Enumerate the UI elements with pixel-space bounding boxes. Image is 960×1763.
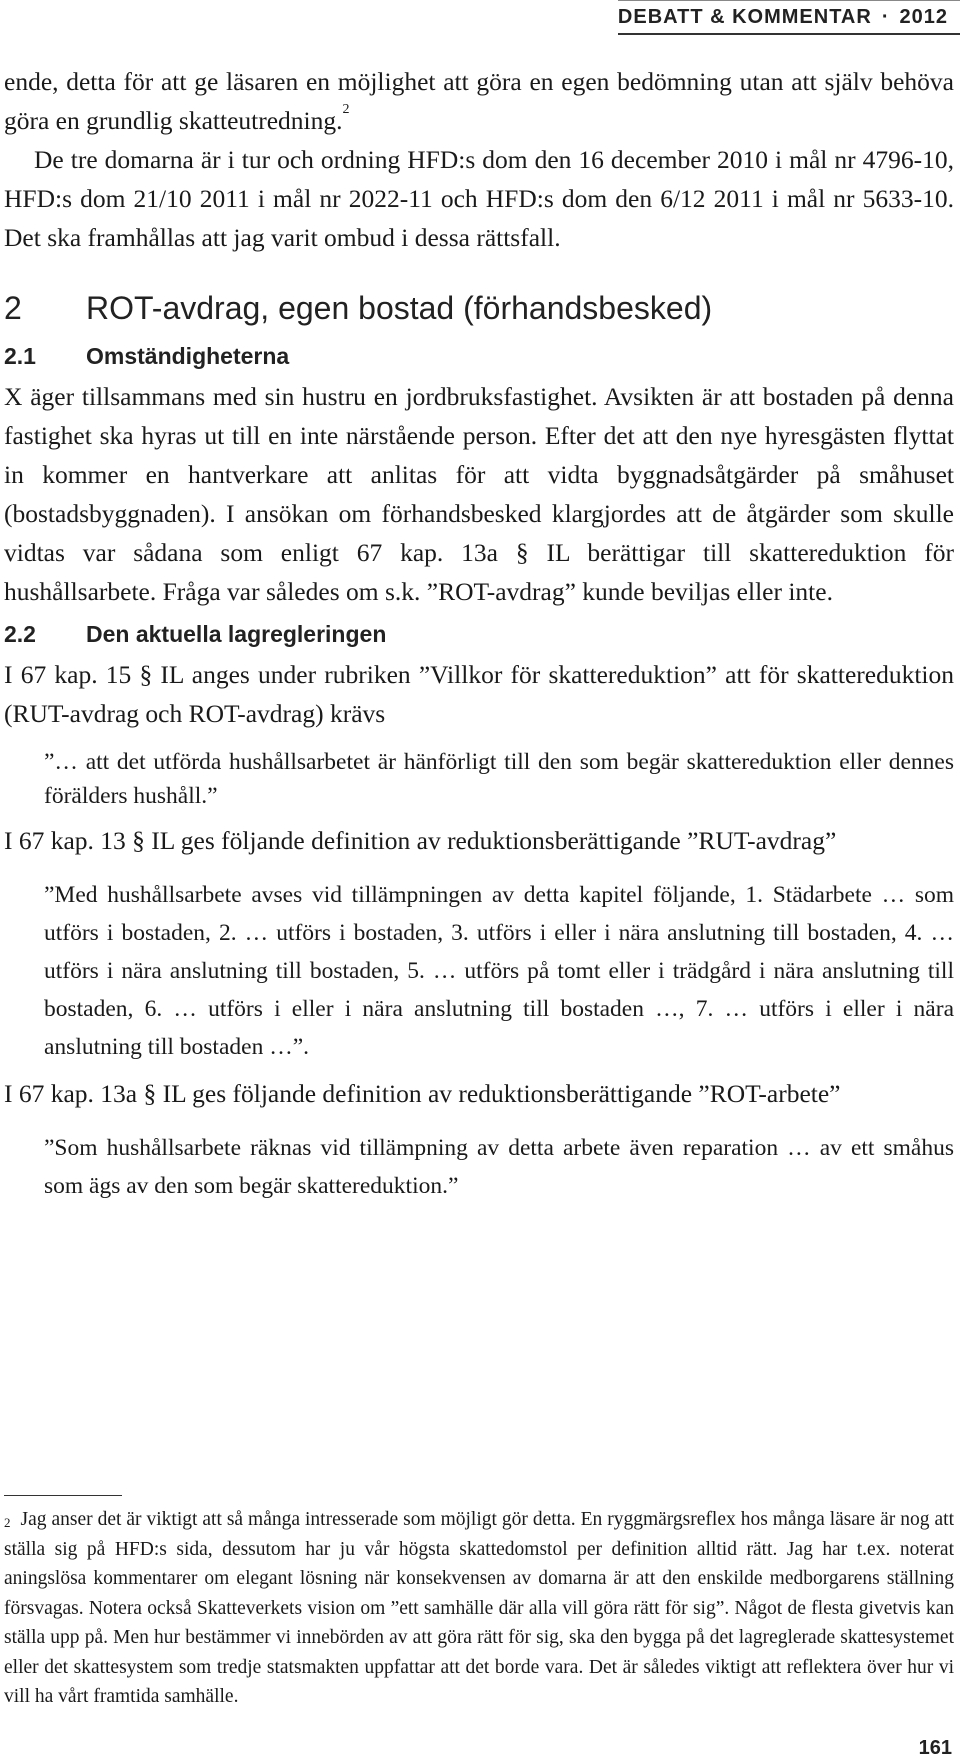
- header-separator: ·: [881, 6, 890, 28]
- intro-paragraph-2: De tre domarna är i tur och ordning HFD:s dom den 16 december 2010 i mål nr 4796-10, HFD:s dom 21/10 2011 i mål nr 2022-11 och HFD:s dom den 6/12 2011 i mål nr 5633-10. Det ska framhållas att jag varit ombud i dessa rättsfall.: [4, 145, 954, 252]
- section-title: ROT-avdrag, egen bostad (förhandsbesked): [86, 290, 713, 326]
- footnote: [4, 1505, 954, 1712]
- intro-text-1: ende, detta för att ge läsaren en möjlighet att göra en egen bedömning utan att själv behöva göra en grundlig skatteutredning.: [4, 67, 954, 135]
- subsection-title: Den aktuella lagregleringen: [86, 621, 387, 647]
- law-paragraph-3: I 67 kap. 13a § IL ges följande definition av reduktionsberättigande ”ROT-arbete”: [4, 1079, 841, 1108]
- running-header: [618, 0, 960, 35]
- footnote-divider: [4, 1495, 122, 1496]
- law-quote-2: ”Med hushållsarbete avses vid tillämpningen av detta kapitel följande, 1. Städarbete … som utförs i bostaden, 2. … utförs i bostaden, 3. utförs i eller i nära anslutning till bostaden, 4. … utförs i nära anslutning till bostaden, 5. … utförs på tomt eller i trädgård i nära anslutning till bostaden, 6. … utförs i eller i nära anslutning till bostaden …, 7. … utförs i eller i nära anslutning till bostaden …”.: [44, 882, 954, 1060]
- intro-paragraph-1: [4, 62, 954, 140]
- footnote-reference[interactable]: 2: [342, 102, 350, 117]
- law-quote-1: ”… att det utförda hushållsarbetet är hänförligt till den som begär skattereduktion eller dennes förälders hushåll.”: [44, 749, 954, 809]
- header-section: DEBATT & KOMMENTAR: [617, 6, 872, 28]
- page-number: 161: [918, 1737, 952, 1759]
- law-paragraph-1: I 67 kap. 15 § IL anges under rubriken ”Villkor för skattereduktion” att för skattereduktion (RUT-avdrag och ROT-avdrag) krävs: [4, 660, 954, 728]
- law-quote-3: ”Som hushållsarbete räknas vid tillämpning av detta arbete även reparation … av ett småhus som ägs av den som begär skattereduktion.”: [44, 1135, 954, 1199]
- subsection-heading-2-2: [4, 615, 954, 653]
- subsection-number: 2.1: [4, 343, 36, 369]
- subsection-number: 2.2: [4, 621, 36, 647]
- subsection-title: Omständigheterna: [86, 343, 290, 369]
- footnote-number: 2: [4, 1515, 11, 1530]
- body-text: [4, 62, 954, 1213]
- footnote-text: Jag anser det är viktigt att så många intresserade som möjligt gör detta. En ryggmärgsreflex hos många läsare är nog att ställa sig på HFD:s sida, dessutom har ju vår högsta skattedomstol per definition alltid rätt. Jag har t.ex. noterat aningslösa kommentarer om elegant lösning när konsekvensen av domarna är att den enskilde medborgarens ställning försvagas. Notera också Skatteverkets vision om ”ett samhälle där alla vill göra rätt för sig”. Något de flesta givetvis kan ställa upp på. Men hur bestämmer vi innebörden av att göra rätt för sig, ska den bygga på det lagreglerade skattesystemet eller det skattesystem som tredje statsmakten uppfattar att det borde vara. Det är således viktigt att reflektera över hur vi vill ha vårt framtida samhälle.: [4, 1509, 954, 1707]
- header-year: 2012: [899, 6, 948, 28]
- law-paragraph-2: I 67 kap. 13 § IL ges följande definition av reduktionsberättigande ”RUT-avdrag”: [4, 826, 837, 855]
- subsection-heading-2-1: [4, 337, 954, 375]
- circumstances-paragraph: X äger tillsammans med sin hustru en jordbruksfastighet. Avsikten är att bostaden på denna fastighet ska hyras ut till en inte närstående person. Efter det att den nye hyresgästen flyttat in kommer en hantverkare att anlitas för att vidta byggnadsåtgärder på småhuset (bostadsbyggnaden). I ansökan om förhandsbesked klargjordes att de åtgärder som skulle vidtas var sådana som enligt 67 kap. 13a § IL berättigar till skattereduktion för hushållsarbete. Fråga var således om s.k. ”ROT-avdrag” kunde beviljas eller inte.: [4, 382, 954, 606]
- section-number: 2: [4, 290, 22, 326]
- section-heading: [4, 283, 954, 333]
